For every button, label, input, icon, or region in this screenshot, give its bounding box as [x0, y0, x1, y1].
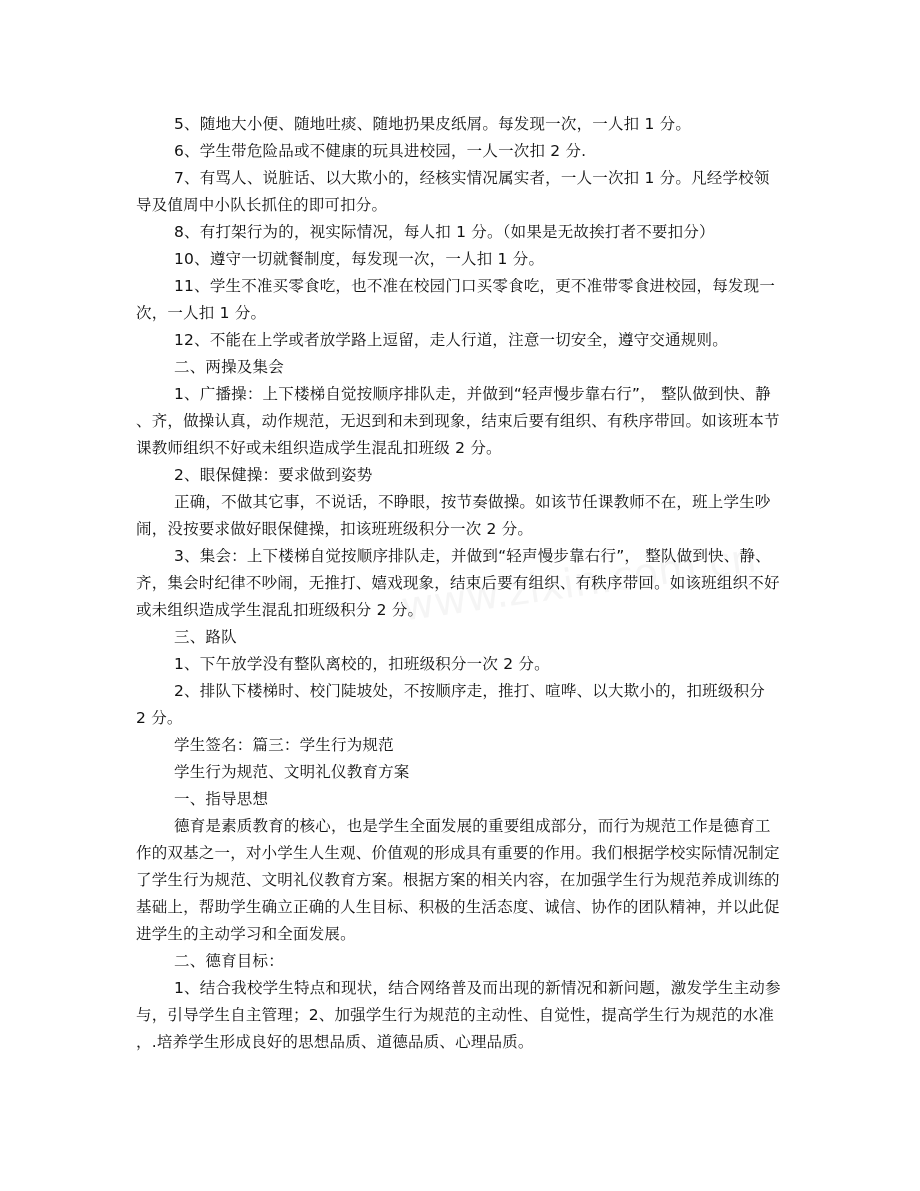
text-line: 作的双基之一，对小学生人生观、价值观的形成具有重要的作用。我们根据学校实际情况制定	[136, 844, 780, 862]
text-line: 1、结合我校学生特点和现状，结合网络普及而出现的新情况和新问题，激发学生主动参	[174, 979, 781, 997]
text-line: 进学生的主动学习和全面发展。	[136, 925, 356, 943]
text-line: 8、有打架行为的，视实际情况，每人扣 1 分。（如果是无故挨打者不要扣分）	[174, 223, 715, 241]
text-line: ，.培养学生形成良好的思想品质、道德品质、心理品质。	[136, 1033, 534, 1051]
section-heading: 二、德育目标：	[174, 952, 284, 970]
section-heading: 三、路队	[174, 628, 237, 646]
text-line: 6、学生带危险品或不健康的玩具进校园，一人一次扣 2 分.	[174, 142, 587, 160]
text-line: 或未组织造成学生混乱扣班级积分 2 分。	[136, 601, 424, 619]
text-line: 基础上，帮助学生确立正确的人生目标、积极的生活态度、诚信、协作的团队精神，并以此促	[136, 898, 780, 916]
text-line: 学生签名：篇三：学生行为规范	[174, 736, 394, 754]
text-line: 2 分。	[136, 709, 183, 727]
text-line: 齐，集会时纪律不吵闹，无推打、嬉戏现象，结束后要有组织、有秩序带回。如该班组织不好	[136, 574, 780, 592]
text-line: 12、不能在上学或者放学路上逗留，走人行道，注意一切安全，遵守交通规则。	[174, 331, 728, 349]
section-heading: 一、指导思想	[174, 790, 269, 808]
text-line: 闹，没按要求做好眼保健操，扣该班班级积分一次 2 分。	[136, 520, 534, 538]
text-line: 2、排队下楼梯时、校门陡坡处，不按顺序走，推打、喧哗、以大欺小的，扣班级积分	[174, 682, 765, 700]
text-line: 与，引导学生自主管理；2、加强学生行为规范的主动性、自觉性，提高学生行为规范的水准	[136, 1006, 775, 1024]
text-line: 2、眼保健操：要求做到姿势	[174, 466, 373, 484]
text-line: 7、有骂人、说脏话、以大欺小的，经核实情况属实者，一人一次扣 1 分。凡经学校领	[174, 169, 770, 187]
text-line: 5、随地大小便、随地吐痰、随地扔果皮纸屑。每发现一次，一人扣 1 分。	[174, 115, 692, 133]
text-line: 11、学生不准买零食吃，也不准在校园门口买零食吃，更不准带零食进校园，每发现一	[174, 277, 776, 295]
text-line: 德育是素质教育的核心，也是学生全面发展的重要组成部分，而行为规范工作是德育工	[174, 817, 771, 835]
text-line: 了学生行为规范、文明礼仪教育方案。根据方案的相关内容，在加强学生行为规范养成训练的	[136, 871, 780, 889]
text-line: 课教师组织不好或未组织造成学生混乱扣班级 2 分。	[136, 439, 502, 457]
text-line: 1、广播操：上下楼梯自觉按顺序排队走，并做到“轻声慢步靠右行”， 整队做到快、静	[174, 385, 771, 403]
text-line: 1、下午放学没有整队离校的，扣班级积分一次 2 分。	[174, 655, 550, 673]
section-heading: 二、两操及集会	[174, 358, 284, 376]
text-line: 10、遵守一切就餐制度，每发现一次，一人扣 1 分。	[174, 250, 545, 268]
text-line: 正确，不做其它事，不说话，不睁眼，按节奏做操。如该节任课教师不在，班上学生吵	[174, 493, 771, 511]
text-line: 次，一人扣 1 分。	[136, 304, 267, 322]
text-line: 、齐，做操认真，动作规范，无迟到和未到现象，结束后要有组织、有秩序带回。如该班本节	[136, 412, 780, 430]
text-line: 3、集会：上下楼梯自觉按顺序排队走，并做到“轻声慢步靠右行”， 整队做到快、静、	[174, 547, 771, 565]
text-line: 导及值周中小队长抓住的即可扣分。	[136, 196, 388, 214]
document-title: 学生行为规范、文明礼仪教育方案	[174, 763, 410, 781]
